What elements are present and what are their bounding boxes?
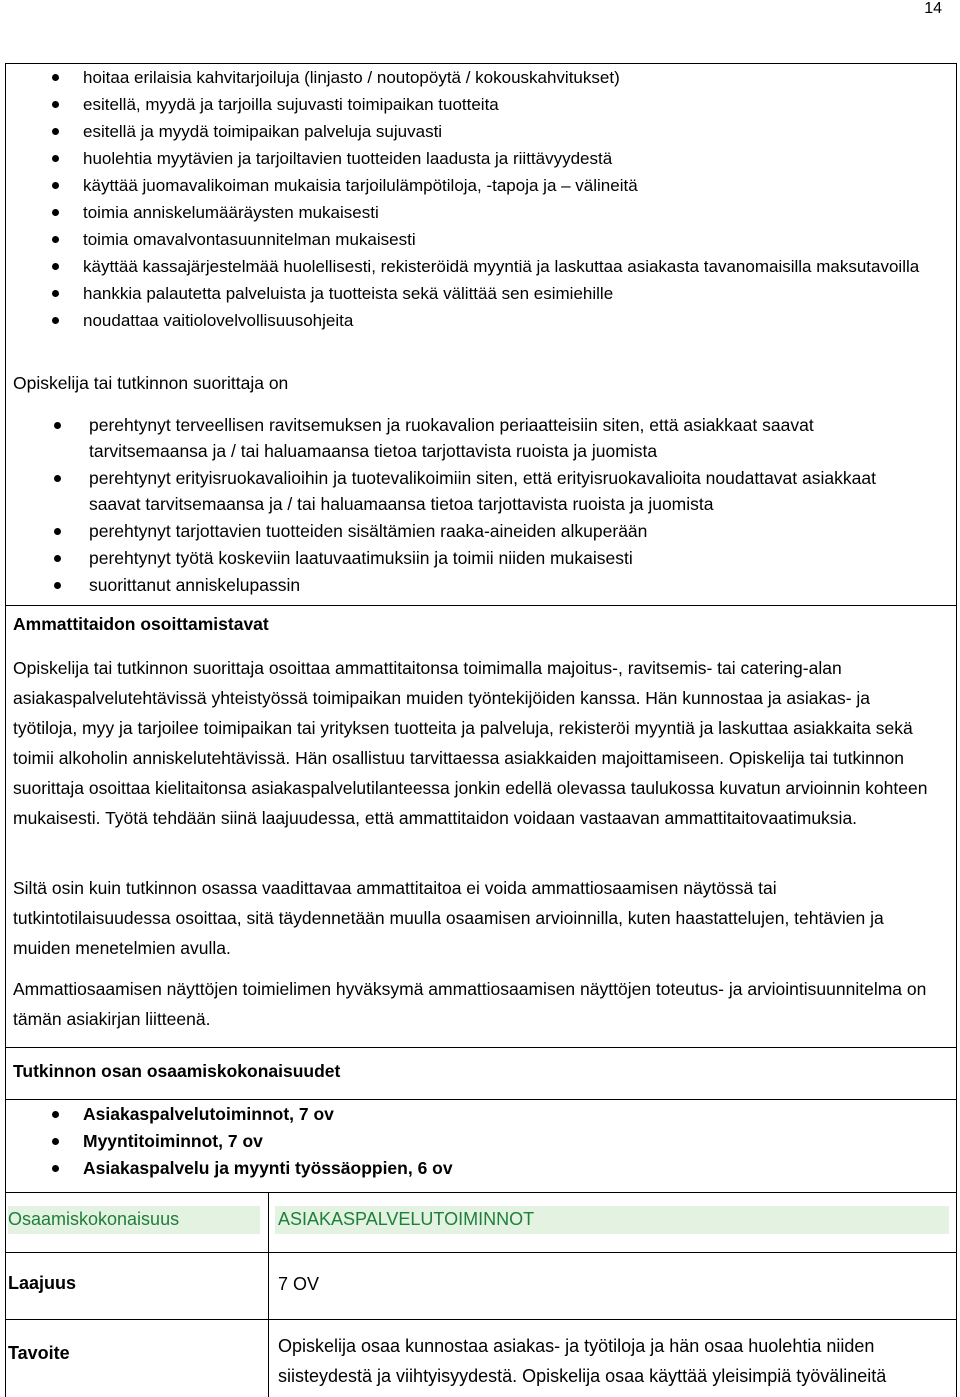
- divider: [5, 1047, 957, 1048]
- list-item: toimia anniskelumääräysten mukaisesti: [0, 199, 940, 226]
- table-value-scope: 7 OV: [278, 1274, 320, 1294]
- list-item: hankkia palautetta palveluista ja tuotteista sekä välittää sen esimiehille: [0, 280, 940, 307]
- list-item: Asiakaspalvelutoiminnot, 7 ov: [0, 1101, 453, 1128]
- list-item: toimia omavalvontasuunnitelman mukaisesti: [0, 226, 940, 253]
- list-item: perehtynyt työtä koskeviin laatuvaatimuksiin ja toimii niiden mukaisesti: [0, 545, 930, 571]
- table-value-unit: ASIAKASPALVELUTOIMINNOT: [278, 1209, 535, 1229]
- units-list: [0, 1101, 453, 1182]
- list-item: perehtynyt terveellisen ravitsemuksen ja ruokavalion periaatteisiin siten, että asiakkaat saavat tarvitsemaansa ja / tai haluamaansa tietoa tarjottavista ruoista ja juomista: [0, 412, 930, 464]
- divider: [5, 605, 957, 606]
- table-column-divider: [268, 1192, 269, 1397]
- list-item: hoitaa erilaisia kahvitarjoiluja (linjasto / noutopöytä / kokouskahvitukset): [0, 64, 940, 91]
- section-heading-demo: Ammattitaidon osoittamistavat: [13, 614, 269, 634]
- list-item: Myyntitoiminnot, 7 ov: [0, 1128, 453, 1155]
- table-border: [5, 1192, 957, 1193]
- table-label-scope: Laajuus: [8, 1273, 77, 1293]
- subtitle: Opiskelija tai tutkinnon suorittaja on: [13, 373, 289, 393]
- paragraph-demo-1: Opiskelija tai tutkinnon suorittaja osoittaa ammattitaitonsa toimimalla majoitus-, ravitsemis- tai catering-alan asiakaspalvelutehtävissä yhteistyössä toimipaikan muiden työntekijöiden kanssa. Hän kunnostaa ja asiakas- ja työtiloja, myy ja tarjoilee toimipaikan tai yrityksen tuotteita ja palveluja, rekisteröi myyntiä ja laskuttaa asiakkaita sekä toimii alkoholin anniskelutehtävissä. Hän osallistuu tarvittaessa asiakkaiden majoittamiseen. Opiskelija tai tutkinnon suorittaja osoittaa kielitaitonsa asiakaspalvelutilanteessa jonkin edellä olevassa taulukossa kuvatun arvioinnin kohteen mukaisesti. Työtä tehdään siinä laajuudessa, että ammattitaidon voidaan vastaavan ammattitaitovaatimuksia.: [13, 658, 928, 828]
- table-border: [5, 1252, 957, 1253]
- table-label-goal: Tavoite: [8, 1343, 70, 1363]
- paragraph-demo-2: Siltä osin kuin tutkinnon osassa vaadittavaa ammattitaitoa ei voida ammattiosaamisen näytössä tai tutkintotilaisuudessa osoittaa, sitä täydennetään muulla osaamisen arvioinnilla, kuten haastattelujen, tehtävien ja muiden menetelmien avulla.: [13, 878, 884, 958]
- list-item: noudattaa vaitiolovelvollisuusohjeita: [0, 307, 940, 334]
- table-label-unit: Osaamiskokonaisuus: [8, 1209, 180, 1229]
- list-item: perehtynyt tarjottavien tuotteiden sisältämien raaka-aineiden alkuperään: [0, 518, 930, 544]
- table-value-goal: Opiskelija osaa kunnostaa asiakas- ja työtiloja ja hän osaa huolehtia niiden siisteydestä ja viihtyisyydestä. Opiskelija osaa käyttää yleisimpiä työvälineitä: [278, 1336, 887, 1386]
- table-border: [5, 1319, 957, 1320]
- paragraph-demo-3: Ammattiosaamisen näyttöjen toimielimen hyväksymä ammattiosaamisen näyttöjen toteutus- ja arviointisuunnitelma on tämän asiakirjan liitteenä.: [13, 979, 927, 1029]
- list-item: käyttää kassajärjestelmää huolellisesti, rekisteröidä myyntiä ja laskuttaa asiakasta tavanomaisilla maksutavoilla: [0, 253, 940, 280]
- section-heading-units: Tutkinnon osan osaamiskokonaisuudet: [13, 1061, 341, 1081]
- list-item: esitellä, myydä ja tarjoilla sujuvasti toimipaikan tuotteita: [0, 91, 940, 118]
- page-number: 14: [924, 0, 942, 17]
- list-item: suorittanut anniskelupassin: [0, 572, 930, 598]
- knowledge-list: [0, 412, 930, 599]
- divider: [5, 1099, 957, 1100]
- task-list: [0, 64, 940, 334]
- list-item: huolehtia myytävien ja tarjoiltavien tuotteiden laadusta ja riittävyydestä: [0, 145, 940, 172]
- list-item: käyttää juomavalikoiman mukaisia tarjoilulämpötiloja, -tapoja ja – välineitä: [0, 172, 940, 199]
- list-item: Asiakaspalvelu ja myynti työssäoppien, 6 ov: [0, 1155, 453, 1182]
- list-item: esitellä ja myydä toimipaikan palveluja sujuvasti: [0, 118, 940, 145]
- list-item: perehtynyt erityisruokavalioihin ja tuotevalikoimiin siten, että erityisruokavalioita noudattavat asiakkaat saavat tarvitsemaansa ja / tai haluamaansa tietoa tarjottavista ruoista ja juomista: [0, 465, 930, 517]
